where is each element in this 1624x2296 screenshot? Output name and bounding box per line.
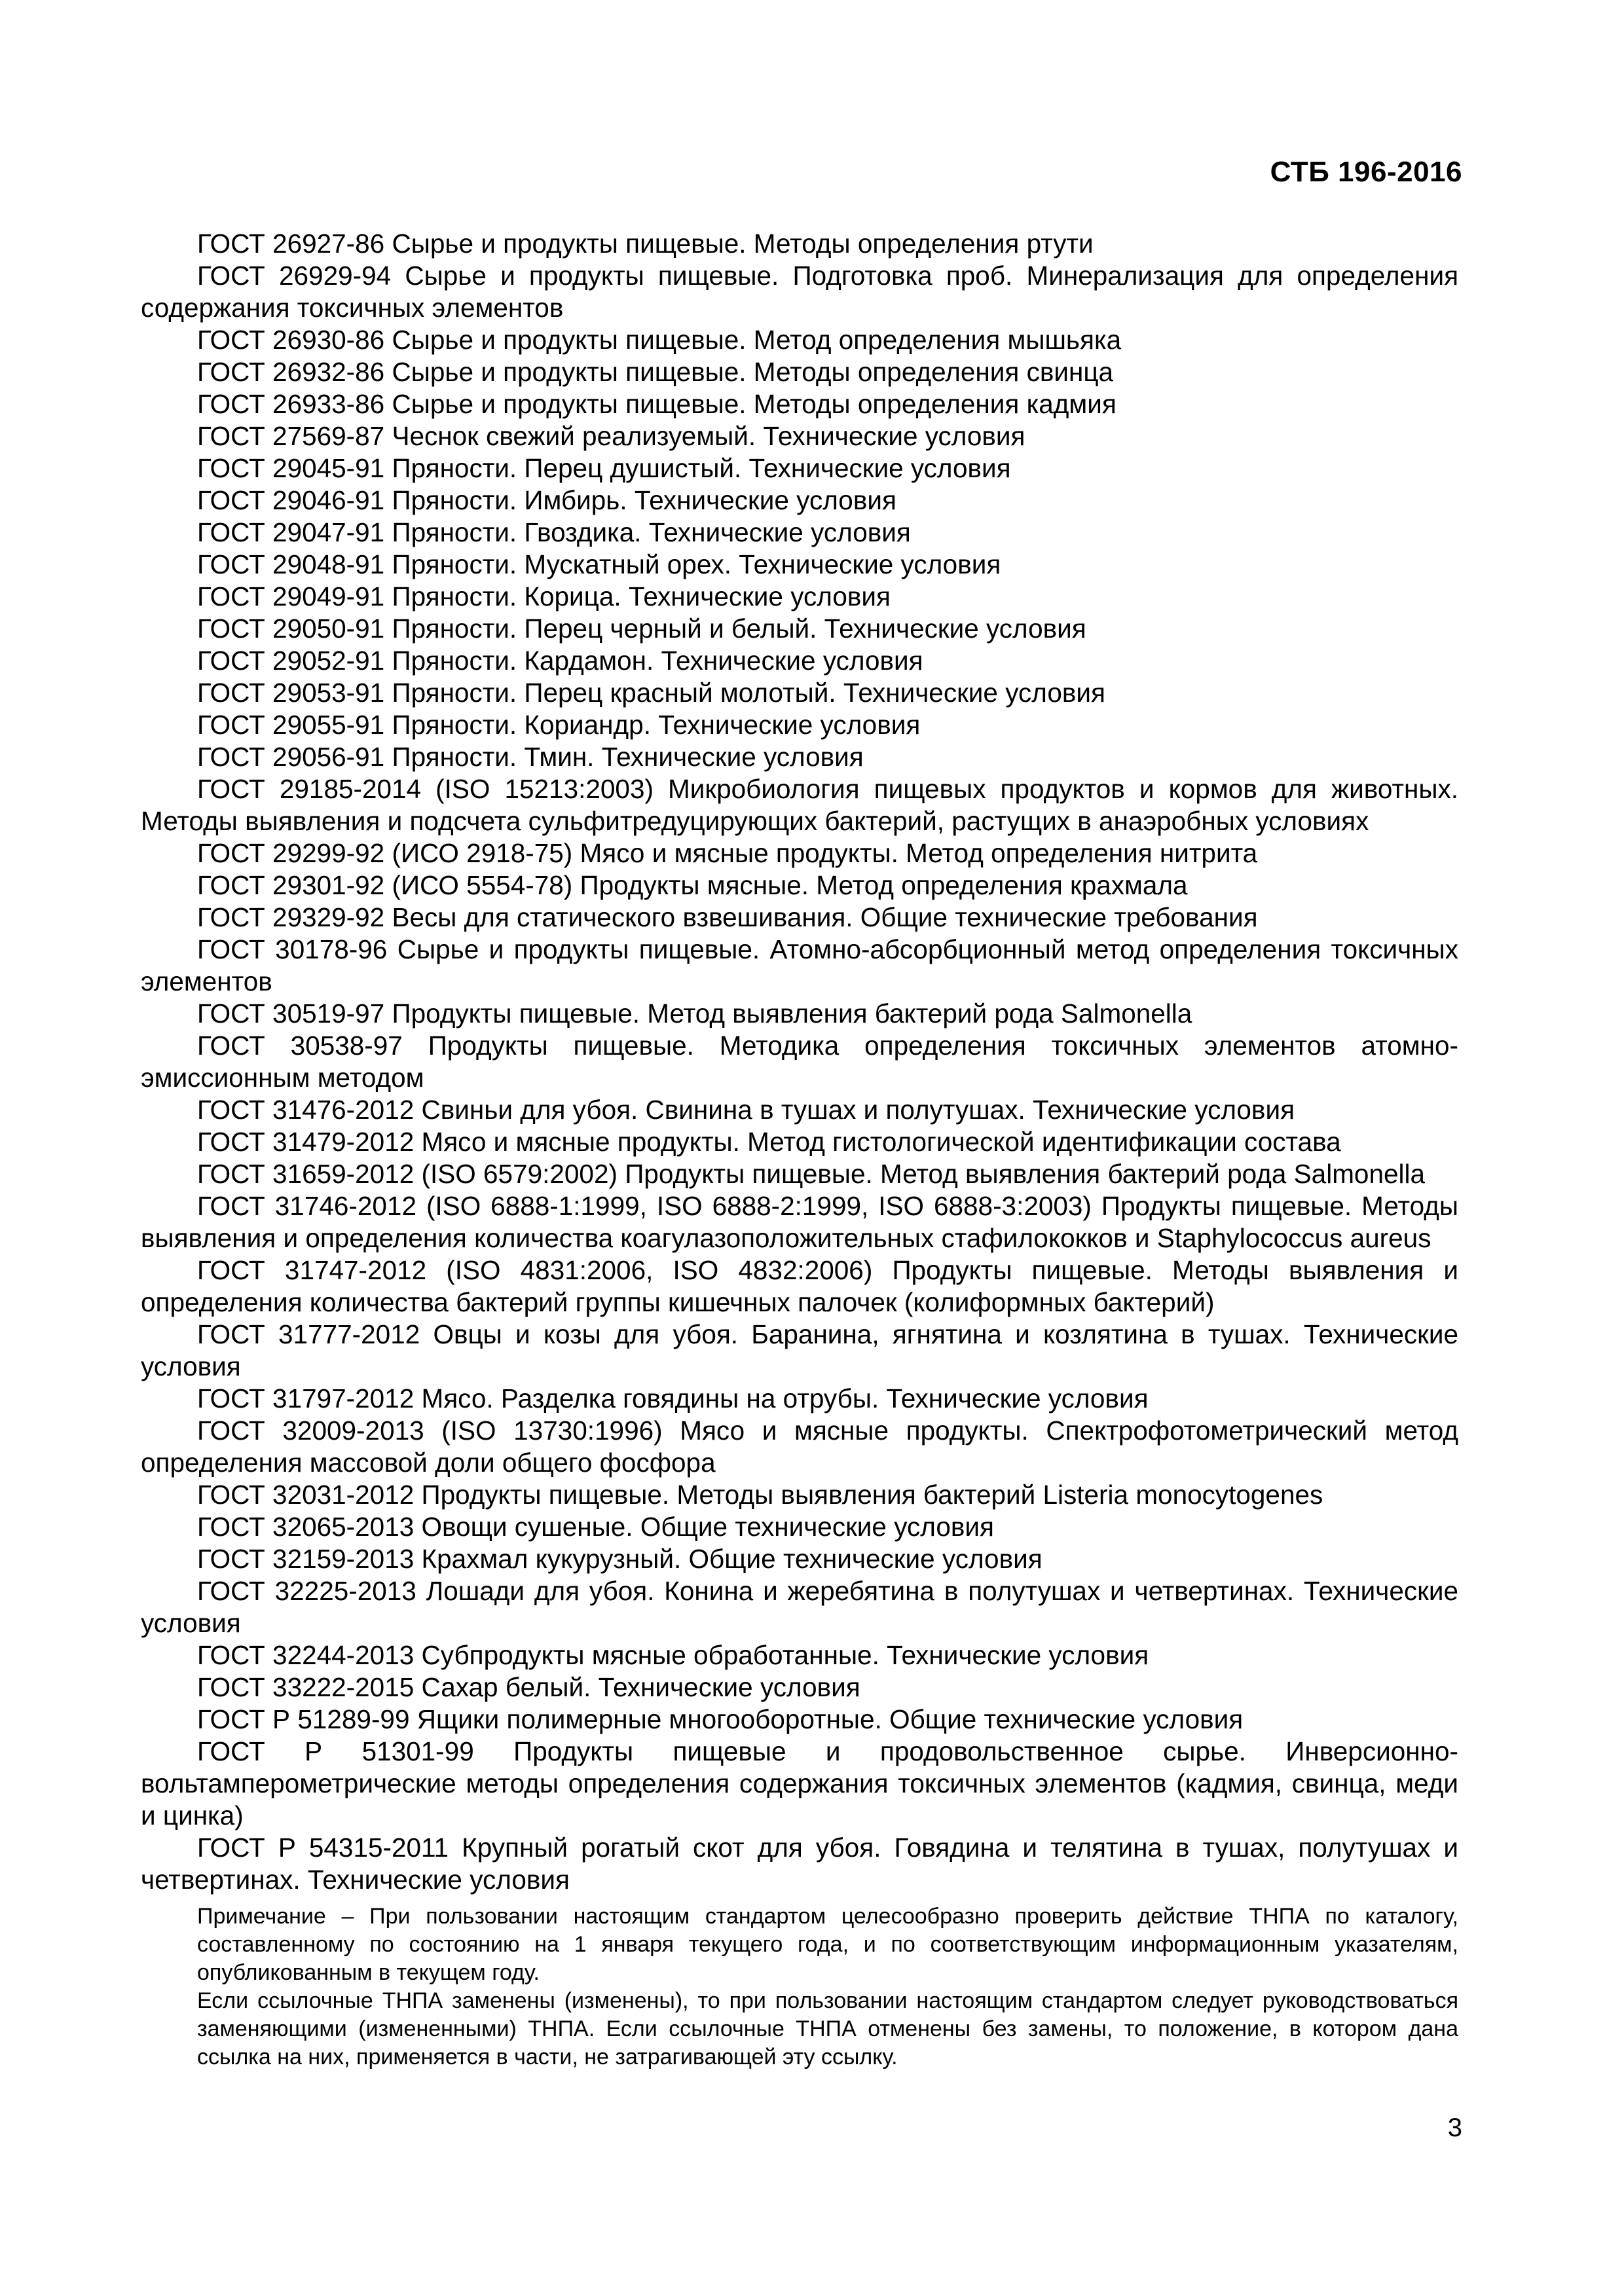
reference-item: ГОСТ 31797-2012 Мясо. Разделка говядины на отрубы. Технические условия	[197, 1383, 1149, 1413]
reference-item: ГОСТ 29185-2014 (ISO 15213:2003) Микробиология пищевых продуктов и кормов для животных. Методы выявления и подсчета сульфитредуцирующих бактерий, растущих в анаэробных условиях	[141, 774, 1458, 836]
reference-item: ГОСТ 32065-2013 Овощи сушеные. Общие технические условия	[197, 1512, 994, 1542]
reference-item: ГОСТ 26927-86 Сырье и продукты пищевые. Методы определения ртути	[197, 228, 1094, 259]
reference-item: ГОСТ 29299-92 (ИСО 2918-75) Мясо и мясные продукты. Метод определения нитрита	[197, 838, 1258, 868]
reference-item: ГОСТ 29055-91 Пряности. Кориандр. Технические условия	[197, 710, 921, 740]
reference-item: ГОСТ Р 54315-2011 Крупный рогатый скот для убоя. Говядина и телятина в тушах, полутушах и четвертинах. Технические условия	[141, 1832, 1458, 1895]
reference-item: ГОСТ 29045-91 Пряности. Перец душистый. Технические условия	[197, 453, 1011, 483]
reference-item: ГОСТ 32225-2013 Лошади для убоя. Конина и жеребятина в полутушах и четвертинах. Технические условия	[141, 1576, 1458, 1638]
reference-item: ГОСТ 30519-97 Продукты пищевые. Метод выявления бактерий рода Salmonella	[197, 998, 1192, 1029]
reference-item: ГОСТ 26930-86 Сырье и продукты пищевые. Метод определения мышьяка	[197, 325, 1122, 355]
reference-item: ГОСТ 31476-2012 Свиньи для убоя. Свинина в тушах и полутушах. Технические условия	[197, 1095, 1295, 1125]
reference-item: ГОСТ 29047-91 Пряности. Гвоздика. Технические условия	[197, 517, 911, 547]
reference-item: ГОСТ 32244-2013 Субпродукты мясные обработанные. Технические условия	[197, 1640, 1149, 1670]
reference-item: ГОСТ 29046-91 Пряности. Имбирь. Технические условия	[197, 485, 896, 515]
reference-item: ГОСТ 30538-97 Продукты пищевые. Методика определения токсичных элементов атомно-эмиссионным методом	[141, 1030, 1458, 1093]
reference-item: ГОСТ 26933-86 Сырье и продукты пищевые. Методы определения кадмия	[197, 389, 1116, 419]
note-paragraph: Примечание – При пользовании настоящим стандартом целесообразно проверить действие ТНПА по каталогу, составленному по состоянию на 1 января текущего года, и по соответствующим информационным указателям, опубликованным в текущем году.	[197, 1904, 1458, 1985]
reference-item: ГОСТ Р 51289-99 Ящики полимерные многооборотные. Общие технические условия	[197, 1704, 1244, 1734]
reference-item: ГОСТ 31777-2012 Овцы и козы для убоя. Баранина, ягнятина и козлятина в тушах. Технические условия	[141, 1319, 1458, 1381]
reference-item: ГОСТ 29049-91 Пряности. Корица. Технические условия	[197, 581, 891, 611]
reference-item: ГОСТ 31659-2012 (ISO 6579:2002) Продукты пищевые. Метод выявления бактерий рода Salmonella	[197, 1159, 1426, 1189]
reference-item: ГОСТ 33222-2015 Сахар белый. Технические условия	[197, 1672, 860, 1702]
reference-item: ГОСТ 26932-86 Сырье и продукты пищевые. Методы определения свинца	[197, 357, 1114, 387]
reference-item: ГОСТ 29048-91 Пряности. Мускатный орех. Технические условия	[197, 549, 1001, 579]
reference-item: ГОСТ 26929-94 Сырье и продукты пищевые. Подготовка проб. Минерализация для определения содержания токсичных элементов	[141, 261, 1458, 323]
reference-item: ГОСТ 29056-91 Пряности. Тмин. Технические условия	[197, 742, 864, 772]
note-block	[141, 1903, 1458, 2071]
reference-item: ГОСТ 29053-91 Пряности. Перец красный молотый. Технические условия	[197, 678, 1105, 708]
reference-item: ГОСТ 32009-2013 (ISO 13730:1996) Мясо и мясные продукты. Спектрофотометрический метод определения массовой доли общего фосфора	[141, 1415, 1458, 1478]
reference-item: ГОСТ 30178-96 Сырье и продукты пищевые. Атомно-абсорбционный метод определения токсичных элементов	[141, 934, 1458, 996]
page-number: 3	[1447, 2113, 1462, 2142]
reference-item: ГОСТ 32159-2013 Крахмал кукурузный. Общие технические условия	[197, 1544, 1043, 1574]
note-paragraph: Если ссылочные ТНПА заменены (изменены), то при пользовании настоящим стандартом следует руководствоваться заменяющими (измененными) ТНПА. Если ссылочные ТНПА отменены без замены, то положение, в котором дана ссылка на них, применяется в части, не затрагивающей эту ссылку.	[197, 1988, 1458, 2069]
reference-item: ГОСТ 31746-2012 (ISO 6888-1:1999, ISO 6888-2:1999, ISO 6888-3:2003) Продукты пищевые. Методы выявления и определения количества коагулазоположительных стафилококков и Staphylococcus aureus	[141, 1191, 1458, 1253]
reference-item: ГОСТ 29329-92 Весы для статического взвешивания. Общие технические требования	[197, 902, 1258, 932]
reference-item: ГОСТ 31479-2012 Мясо и мясные продукты. Метод гистологической идентификации состава	[197, 1127, 1341, 1157]
reference-item: ГОСТ 27569-87 Чеснок свежий реализуемый. Технические условия	[197, 421, 1025, 451]
reference-item: ГОСТ 29050-91 Пряности. Перец черный и белый. Технические условия	[197, 613, 1086, 644]
document-code: СТБ 196-2016	[1270, 156, 1462, 188]
reference-item: ГОСТ 29301-92 (ИСО 5554-78) Продукты мясные. Метод определения крахмала	[197, 870, 1188, 900]
normative-references-list	[141, 228, 1458, 2071]
reference-item: ГОСТ 32031-2012 Продукты пищевые. Методы выявления бактерий Listeria monocytogenes	[197, 1480, 1323, 1510]
reference-item: ГОСТ 29052-91 Пряности. Кардамон. Технические условия	[197, 646, 923, 676]
reference-item: ГОСТ 31747-2012 (ISO 4831:2006, ISO 4832:2006) Продукты пищевые. Методы выявления и определения количества бактерий группы кишечных палочек (колиформных бактерий)	[141, 1255, 1458, 1317]
reference-item: ГОСТ Р 51301-99 Продукты пищевые и продовольственное сырье. Инверсионно-вольтамперометрические методы определения содержания токсичных элементов (кадмия, свинца, меди и цинка)	[141, 1736, 1458, 1831]
